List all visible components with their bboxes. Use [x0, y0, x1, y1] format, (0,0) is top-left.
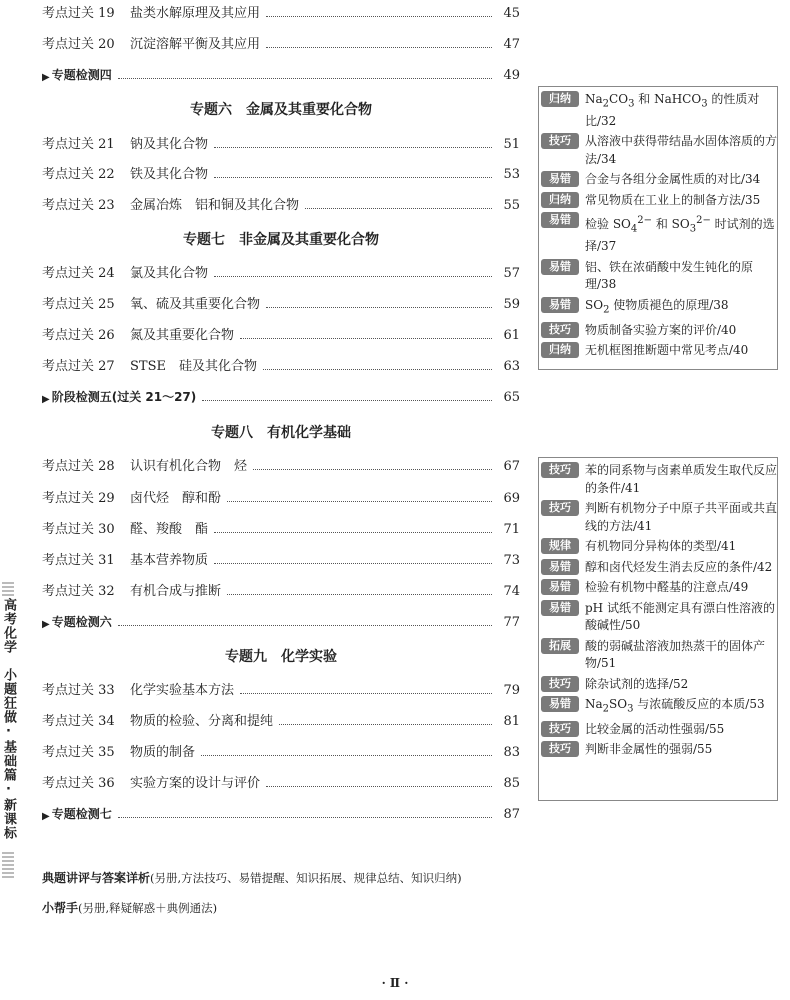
tip-tag: 归纳 [541, 342, 579, 358]
toc-row [42, 162, 520, 182]
toc-row [42, 1, 520, 21]
toc-page: 69 [503, 491, 520, 506]
toc-title: 沉淀溶解平衡及其应用 [130, 37, 261, 52]
toc-page: 77 [503, 615, 520, 630]
dot-leader [118, 817, 492, 818]
toc-title: 氧、硫及其重要化合物 [130, 297, 261, 312]
toc-row [42, 548, 520, 568]
toc-title: 铁及其化合物 [130, 167, 209, 182]
tip-tag: 技巧 [541, 741, 579, 757]
section-title: 专题七 非金属及其重要化合物 [183, 232, 379, 248]
footer-helper-note: (另册,释疑解惑＋典例通法) [78, 901, 218, 915]
triangle-icon: ▶ [42, 394, 50, 405]
tip-tag: 归纳 [541, 91, 579, 107]
toc-row-check [42, 385, 520, 405]
toc-row-check [42, 610, 520, 630]
toc-page: 49 [503, 68, 520, 83]
tip-tag: 拓展 [541, 638, 579, 654]
toc-page: 53 [503, 167, 520, 182]
tip-tag: 易错 [541, 579, 579, 595]
tip-item [539, 559, 777, 577]
dot-leader [240, 693, 492, 694]
tip-text: 比较金属的活动性强弱/55 [585, 721, 725, 736]
toc-code: 考点过关 33 [42, 683, 115, 698]
toc-title: 金属冶炼 铝和铜及其化合物 [130, 198, 300, 213]
tip-item [539, 579, 777, 597]
toc-row [42, 292, 520, 312]
tip-text: 从溶液中获得带结晶水固体溶质的方法/34 [585, 134, 778, 166]
triangle-icon: ▶ [42, 619, 50, 630]
toc-row [42, 771, 520, 791]
tips-box-inorganic [538, 86, 778, 370]
toc-code: 考点过关 34 [42, 714, 115, 729]
section-title: 专题六 金属及其重要化合物 [190, 102, 372, 118]
footer-answers-title: 典题讲评与答案详析 [42, 871, 151, 885]
toc-code: 考点过关 22 [42, 167, 115, 182]
toc-row [42, 517, 520, 537]
tip-text: 苯的同系物与卤素单质发生取代反应的条件/41 [585, 463, 778, 495]
toc-row [42, 354, 520, 374]
tip-item [539, 133, 777, 168]
dot-leader [266, 307, 492, 308]
dot-leader [266, 16, 492, 17]
tip-text: $SO_2$ 使物质褪色的原理/38 [585, 297, 729, 316]
toc-page: 83 [503, 745, 520, 760]
toc-title: 专题检测六 [51, 615, 112, 629]
footer-answers-note: (另册,方法技巧、易错提醒、知识拓展、规律总结、知识归纳) [150, 871, 462, 885]
tip-text: 除杂试剂的选择/52 [585, 676, 689, 691]
tip-tag: 技巧 [541, 721, 579, 737]
dot-leader [253, 469, 492, 470]
tip-item [539, 600, 777, 635]
toc-row [42, 740, 520, 760]
toc-title: 醛、羧酸 酯 [130, 522, 209, 537]
tip-tag: 易错 [541, 212, 579, 228]
tip-tag: 规律 [541, 538, 579, 554]
tip-item [539, 676, 777, 694]
toc-title: 实验方案的设计与评价 [130, 776, 261, 791]
section-title: 专题八 有机化学基础 [211, 425, 351, 441]
toc-code: 考点过关 19 [42, 6, 115, 21]
tip-text: $Na_2SO_3$ 与浓硫酸反应的本质/53 [585, 697, 765, 715]
dot-leader [201, 755, 492, 756]
toc-title: 卤代烃 醇和酚 [130, 491, 222, 506]
toc-page: 71 [503, 522, 520, 537]
dot-leader [266, 47, 492, 48]
toc-row [42, 323, 520, 343]
toc-title: 专题检测四 [51, 68, 112, 82]
toc-row [42, 678, 520, 698]
toc-code: 考点过关 30 [42, 522, 115, 537]
toc-code: 考点过关 24 [42, 266, 115, 281]
toc-title: 有机合成与推断 [130, 584, 222, 599]
toc-page: 85 [503, 776, 520, 791]
dot-leader [263, 369, 492, 370]
tip-item [539, 741, 777, 759]
toc-page: 73 [503, 553, 520, 568]
toc-row [42, 709, 520, 729]
side-decoration [2, 852, 14, 878]
section-title: 专题九 化学实验 [225, 649, 337, 665]
tip-item [539, 500, 777, 535]
toc-row-check [42, 63, 520, 83]
dot-leader [118, 625, 492, 626]
toc-code: 考点过关 26 [42, 328, 115, 343]
toc-code: 考点过关 25 [42, 297, 115, 312]
triangle-icon: ▶ [42, 811, 50, 822]
tip-text: 酸的弱碱盐溶液加热蒸干的固体产物/51 [585, 638, 766, 670]
dot-leader [240, 338, 492, 339]
footer-answers-line [42, 869, 462, 886]
toc-row [42, 454, 520, 474]
side-decoration [2, 582, 14, 596]
dot-leader [305, 208, 492, 209]
tip-tag: 易错 [541, 297, 579, 313]
toc-code: 考点过关 32 [42, 584, 115, 599]
toc-page: 74 [503, 584, 520, 599]
toc-code: 考点过关 27 [42, 359, 115, 374]
tip-tag: 归纳 [541, 192, 579, 208]
toc-title: 物质的检验、分离和提纯 [130, 714, 274, 729]
dot-leader [266, 786, 492, 787]
toc-page: 79 [503, 683, 520, 698]
tip-item [539, 638, 777, 673]
toc-title: 阶段检测五(过关 21～27) [51, 390, 197, 404]
tip-tag: 技巧 [541, 133, 579, 149]
tip-tag: 易错 [541, 696, 579, 712]
toc-title: 氮及其重要化合物 [130, 328, 235, 343]
toc-row [42, 261, 520, 281]
dot-leader [214, 563, 492, 564]
tip-item [539, 91, 777, 130]
tip-item [539, 462, 777, 497]
toc-row [42, 579, 520, 599]
side-book-title: 高考化学 小题狂做·基础篇·新课标 [1, 598, 16, 840]
tip-text: 铝、铁在浓硝酸中发生钝化的原理/38 [585, 259, 754, 292]
tip-item [539, 696, 777, 718]
toc-row [42, 32, 520, 52]
toc-code: 考点过关 36 [42, 776, 115, 791]
tip-tag: 易错 [541, 171, 579, 187]
toc-page: 67 [503, 459, 520, 474]
dot-leader [214, 147, 492, 148]
toc-code: 考点过关 21 [42, 137, 115, 152]
toc-code: 考点过关 29 [42, 491, 115, 506]
toc-row-check [42, 802, 520, 822]
toc-title: 专题检测七 [51, 807, 112, 821]
tip-text: 物质制备实验方案的评价/40 [585, 322, 737, 337]
toc-code: 考点过关 28 [42, 459, 115, 474]
tip-tag: 技巧 [541, 500, 579, 516]
tips-box-organic-experiment [538, 457, 778, 801]
toc-page: 59 [503, 297, 520, 312]
tip-tag: 易错 [541, 559, 579, 575]
toc-title: 认识有机化合物 烃 [130, 459, 248, 474]
dot-leader [202, 400, 492, 401]
tip-tag: 易错 [541, 600, 579, 616]
dot-leader [214, 177, 492, 178]
toc-page: 51 [503, 137, 520, 152]
tip-item [539, 538, 777, 556]
footer-helper-line [42, 899, 217, 916]
footer-helper-title: 小帮手 [42, 901, 79, 915]
toc-code: 考点过关 20 [42, 37, 115, 52]
tip-text: pH 试纸不能测定具有漂白性溶液的酸碱性/50 [585, 600, 775, 632]
toc-title: 钠及其化合物 [130, 137, 209, 152]
toc-title: STSE 硅及其化合物 [130, 359, 257, 374]
tip-item [539, 721, 777, 739]
tip-item [539, 259, 777, 294]
tip-item [539, 192, 777, 210]
toc-page: 65 [503, 390, 520, 405]
dot-leader [214, 532, 492, 533]
toc-page: 61 [503, 328, 520, 343]
tip-item [539, 212, 777, 255]
tip-text: 无机框图推断题中常见考点/40 [585, 343, 749, 358]
dot-leader [214, 276, 492, 277]
toc-page: 55 [503, 198, 520, 213]
tip-tag: 技巧 [541, 462, 579, 478]
page-number: · Ⅱ · [381, 976, 409, 990]
toc-row [42, 486, 520, 506]
toc-row [42, 132, 520, 152]
tip-text: 检验 $SO_4^{2-}$ 和 $SO_3^{2-}$ 时试剂的选择/37 [585, 215, 775, 254]
toc-page: 45 [503, 6, 520, 21]
tip-tag: 技巧 [541, 322, 579, 338]
tip-tag: 技巧 [541, 676, 579, 692]
toc-title: 物质的制备 [130, 745, 196, 760]
toc-page: 87 [503, 807, 520, 822]
tip-item [539, 322, 777, 340]
toc-page: 57 [503, 266, 520, 281]
dot-leader [227, 594, 492, 595]
toc-title: 盐类水解原理及其应用 [130, 6, 261, 21]
tip-text: 合金与各组分金属性质的对比/34 [585, 172, 761, 187]
toc-code: 考点过关 31 [42, 553, 115, 568]
dot-leader [227, 501, 492, 502]
toc-title: 基本营养物质 [130, 553, 209, 568]
toc-title: 氯及其化合物 [130, 266, 209, 281]
tip-text: 常见物质在工业上的制备方法/35 [585, 192, 761, 207]
tip-text: 检验有机物中醛基的注意点/49 [585, 580, 749, 594]
dot-leader [118, 78, 492, 79]
dot-leader [279, 724, 492, 725]
toc-code: 考点过关 35 [42, 745, 115, 760]
tip-item [539, 342, 777, 360]
tip-text: 醇和卤代烃发生消去反应的条件/42 [585, 559, 773, 574]
tip-item [539, 171, 777, 189]
tip-text: 有机物同分异构体的类型/41 [585, 539, 737, 553]
tip-text: $Na_2CO_3$ 和 NaHCO$_3$ 的性质对比/32 [585, 92, 760, 128]
tip-text: 判断非金属性的强弱/55 [585, 742, 713, 757]
tip-tag: 易错 [541, 259, 579, 275]
toc-page: 47 [503, 37, 520, 52]
toc-code: 考点过关 23 [42, 198, 115, 213]
triangle-icon: ▶ [42, 72, 50, 83]
toc-page: 81 [503, 714, 520, 729]
toc-title: 化学实验基本方法 [130, 683, 235, 698]
toc-row [42, 193, 520, 213]
tip-text: 判断有机物分子中原子共平面或共直线的方法/41 [585, 501, 778, 533]
tip-item [539, 297, 777, 319]
toc-page: 63 [503, 359, 520, 374]
